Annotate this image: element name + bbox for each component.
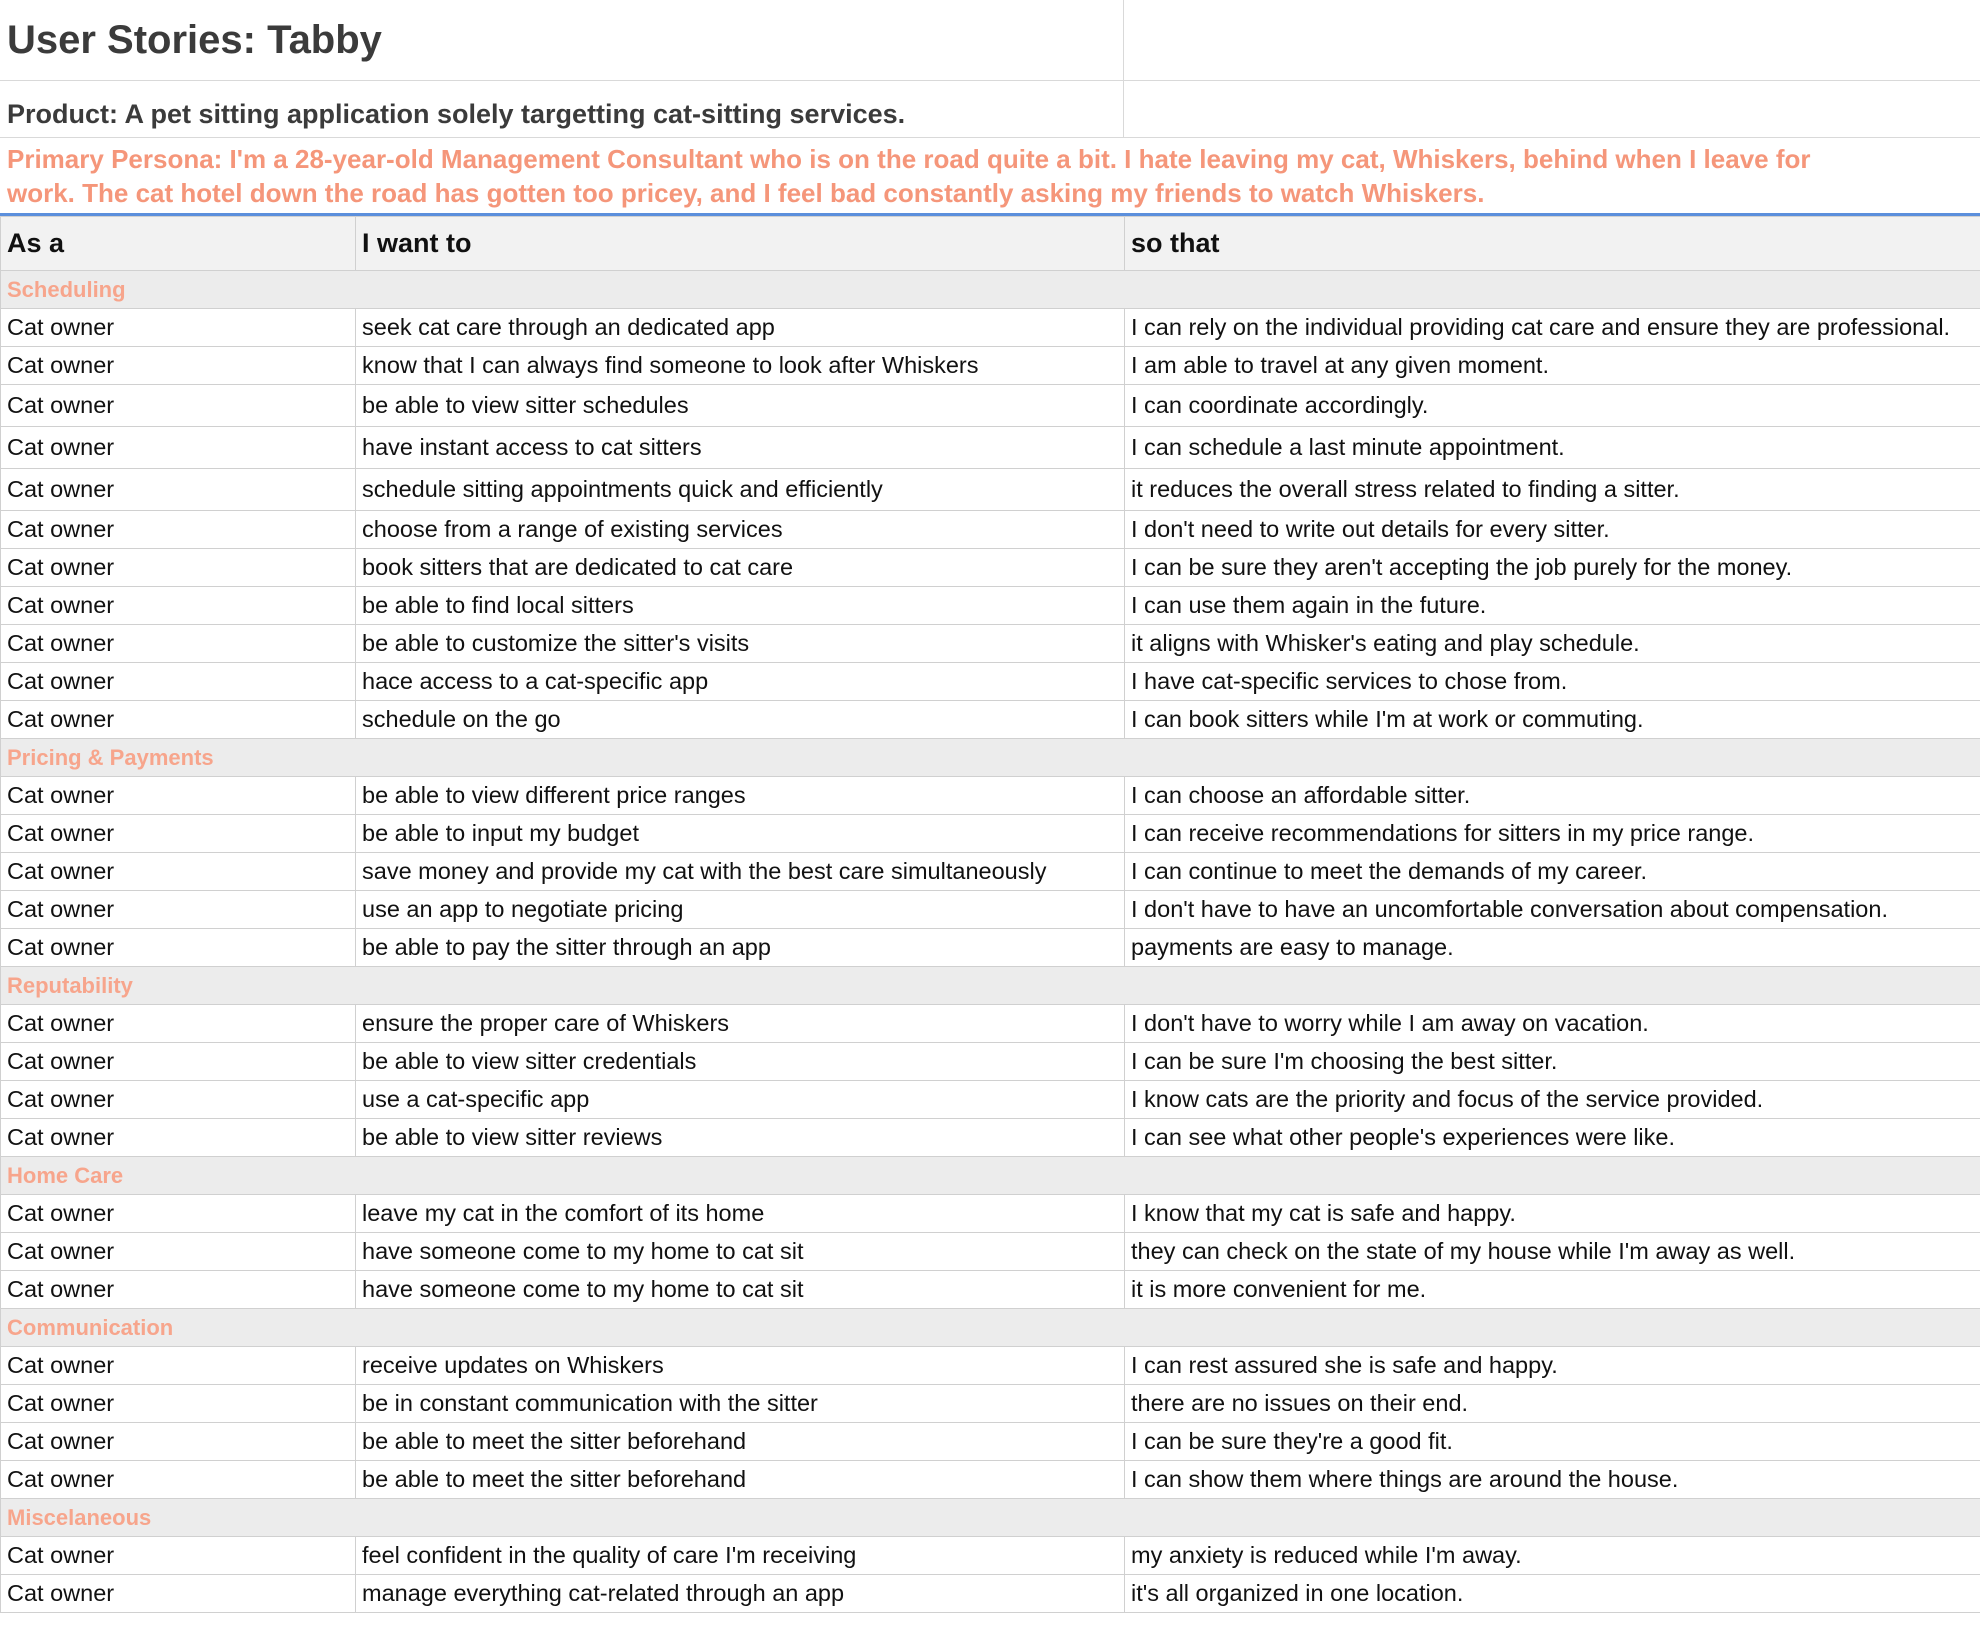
cell-want[interactable]: schedule sitting appointments quick and efficiently bbox=[356, 469, 1125, 511]
section-title[interactable]: Pricing & Payments bbox=[1, 739, 1980, 777]
table-row bbox=[1, 777, 1980, 815]
persona-line: work. The cat hotel down the road has gotten too pricey, and I feel bad constantly asking my friends to watch Whiskers. bbox=[7, 177, 1485, 208]
cell-so-that[interactable]: I can rest assured she is safe and happy. bbox=[1125, 1347, 1980, 1385]
cell-so-that[interactable]: my anxiety is reduced while I'm away. bbox=[1125, 1537, 1980, 1575]
title-row bbox=[0, 0, 1980, 81]
cell-so-that[interactable]: I can be sure they aren't accepting the job purely for the money. bbox=[1125, 549, 1980, 587]
cell-so-that[interactable]: I know that my cat is safe and happy. bbox=[1125, 1195, 1980, 1233]
cell-want[interactable]: be able to find local sitters bbox=[356, 587, 1125, 625]
cell-as-a[interactable]: Cat owner bbox=[1, 1347, 356, 1385]
section-title[interactable]: Reputability bbox=[1, 967, 1980, 1005]
table-row bbox=[1, 427, 1980, 469]
cell-want[interactable]: hace access to a cat-specific app bbox=[356, 663, 1125, 701]
cell-so-that[interactable]: it aligns with Whisker's eating and play schedule. bbox=[1125, 625, 1980, 663]
section-row bbox=[1, 967, 1980, 1005]
cell-so-that[interactable]: I don't need to write out details for every sitter. bbox=[1125, 511, 1980, 549]
empty-cell[interactable] bbox=[1124, 81, 1980, 137]
section-row bbox=[1, 1309, 1980, 1347]
cell-want[interactable]: use an app to negotiate pricing bbox=[356, 891, 1125, 929]
user-stories-table bbox=[0, 216, 1980, 1613]
cell-as-a[interactable]: Cat owner bbox=[1, 347, 356, 385]
table-row bbox=[1, 625, 1980, 663]
cell-so-that[interactable]: I can coordinate accordingly. bbox=[1125, 385, 1980, 427]
cell-want[interactable]: be in constant communication with the sitter bbox=[356, 1385, 1125, 1423]
table-row bbox=[1, 1347, 1980, 1385]
table-row bbox=[1, 891, 1980, 929]
cell-as-a[interactable]: Cat owner bbox=[1, 929, 356, 967]
primary-persona[interactable] bbox=[0, 138, 1980, 216]
cell-so-that[interactable]: I can continue to meet the demands of my career. bbox=[1125, 853, 1980, 891]
cell-so-that[interactable]: I can use them again in the future. bbox=[1125, 587, 1980, 625]
table-row bbox=[1, 1119, 1980, 1157]
table-row bbox=[1, 1195, 1980, 1233]
cell-so-that[interactable]: I can rely on the individual providing cat care and ensure they are professional. bbox=[1125, 309, 1980, 347]
cell-so-that[interactable]: they can check on the state of my house while I'm away as well. bbox=[1125, 1233, 1980, 1271]
cell-as-a[interactable]: Cat owner bbox=[1, 625, 356, 663]
cell-so-that[interactable]: I can see what other people's experiences were like. bbox=[1125, 1119, 1980, 1157]
cell-as-a[interactable]: Cat owner bbox=[1, 1271, 356, 1309]
cell-want[interactable]: know that I can always find someone to look after Whiskers bbox=[356, 347, 1125, 385]
cell-so-that[interactable]: there are no issues on their end. bbox=[1125, 1385, 1980, 1423]
cell-as-a[interactable]: Cat owner bbox=[1, 1423, 356, 1461]
cell-as-a[interactable]: Cat owner bbox=[1, 385, 356, 427]
cell-so-that[interactable]: it reduces the overall stress related to finding a sitter. bbox=[1125, 469, 1980, 511]
cell-as-a[interactable]: Cat owner bbox=[1, 1385, 356, 1423]
cell-so-that[interactable]: I can book sitters while I'm at work or commuting. bbox=[1125, 701, 1980, 739]
cell-as-a[interactable]: Cat owner bbox=[1, 1119, 356, 1157]
cell-so-that[interactable]: I can receive recommendations for sitters in my price range. bbox=[1125, 815, 1980, 853]
cell-want[interactable]: be able to view sitter reviews bbox=[356, 1119, 1125, 1157]
column-header-want[interactable]: I want to bbox=[356, 217, 1125, 271]
cell-as-a[interactable]: Cat owner bbox=[1, 1005, 356, 1043]
persona-line: Primary Persona: I'm a 28-year-old Management Consultant who is on the road quite a bit. I hate leaving my cat, Whiskers, behind when I leave for bbox=[7, 143, 1811, 174]
table-row bbox=[1, 1461, 1980, 1499]
table-row bbox=[1, 347, 1980, 385]
table-row bbox=[1, 385, 1980, 427]
table-row bbox=[1, 1043, 1980, 1081]
table-row bbox=[1, 815, 1980, 853]
cell-want[interactable]: be able to meet the sitter beforehand bbox=[356, 1461, 1125, 1499]
table-row bbox=[1, 511, 1980, 549]
cell-want[interactable]: be able to input my budget bbox=[356, 815, 1125, 853]
header-row bbox=[1, 217, 1980, 271]
cell-as-a[interactable]: Cat owner bbox=[1, 891, 356, 929]
page-title[interactable]: User Stories: Tabby bbox=[0, 0, 1124, 80]
cell-so-that[interactable]: I can schedule a last minute appointment. bbox=[1125, 427, 1980, 469]
cell-as-a[interactable]: Cat owner bbox=[1, 663, 356, 701]
table-row bbox=[1, 701, 1980, 739]
cell-as-a[interactable]: Cat owner bbox=[1, 1081, 356, 1119]
table-row bbox=[1, 853, 1980, 891]
product-row bbox=[0, 81, 1980, 138]
column-header-as-a[interactable]: As a bbox=[1, 217, 356, 271]
cell-as-a[interactable]: Cat owner bbox=[1, 815, 356, 853]
cell-so-that[interactable]: I can be sure they're a good fit. bbox=[1125, 1423, 1980, 1461]
cell-want[interactable]: be able to meet the sitter beforehand bbox=[356, 1423, 1125, 1461]
section-title[interactable]: Home Care bbox=[1, 1157, 1980, 1195]
cell-so-that[interactable]: it's all organized in one location. bbox=[1125, 1575, 1980, 1613]
cell-as-a[interactable]: Cat owner bbox=[1, 1461, 356, 1499]
cell-want[interactable]: feel confident in the quality of care I'm receiving bbox=[356, 1537, 1125, 1575]
cell-as-a[interactable]: Cat owner bbox=[1, 1043, 356, 1081]
cell-as-a[interactable]: Cat owner bbox=[1, 469, 356, 511]
cell-as-a[interactable]: Cat owner bbox=[1, 853, 356, 891]
cell-so-that[interactable]: I know cats are the priority and focus of the service provided. bbox=[1125, 1081, 1980, 1119]
cell-as-a[interactable]: Cat owner bbox=[1, 1233, 356, 1271]
cell-want[interactable]: seek cat care through an dedicated app bbox=[356, 309, 1125, 347]
cell-so-that[interactable]: I can choose an affordable sitter. bbox=[1125, 777, 1980, 815]
table-row bbox=[1, 929, 1980, 967]
table-row bbox=[1, 309, 1980, 347]
table-body bbox=[1, 217, 1980, 1613]
cell-as-a[interactable]: Cat owner bbox=[1, 701, 356, 739]
table-row bbox=[1, 1423, 1980, 1461]
cell-want[interactable]: leave my cat in the comfort of its home bbox=[356, 1195, 1125, 1233]
cell-want[interactable]: manage everything cat-related through an app bbox=[356, 1575, 1125, 1613]
section-row bbox=[1, 739, 1980, 777]
cell-so-that[interactable]: I can show them where things are around the house. bbox=[1125, 1461, 1980, 1499]
table-row bbox=[1, 549, 1980, 587]
cell-so-that[interactable]: payments are easy to manage. bbox=[1125, 929, 1980, 967]
empty-cell[interactable] bbox=[1124, 0, 1980, 80]
cell-want[interactable]: have someone come to my home to cat sit bbox=[356, 1233, 1125, 1271]
cell-as-a[interactable]: Cat owner bbox=[1, 549, 356, 587]
cell-want[interactable]: be able to view sitter schedules bbox=[356, 385, 1125, 427]
section-row bbox=[1, 1157, 1980, 1195]
table-row bbox=[1, 1005, 1980, 1043]
cell-so-that[interactable]: I am able to travel at any given moment. bbox=[1125, 347, 1980, 385]
cell-want[interactable]: be able to pay the sitter through an app bbox=[356, 929, 1125, 967]
cell-want[interactable]: ensure the proper care of Whiskers bbox=[356, 1005, 1125, 1043]
cell-so-that[interactable]: it is more convenient for me. bbox=[1125, 1271, 1980, 1309]
table-row bbox=[1, 1575, 1980, 1613]
cell-so-that[interactable]: I have cat-specific services to chose from. bbox=[1125, 663, 1980, 701]
product-description[interactable]: Product: A pet sitting application solely targetting cat-sitting services. bbox=[0, 81, 1124, 137]
cell-as-a[interactable]: Cat owner bbox=[1, 427, 356, 469]
cell-as-a[interactable]: Cat owner bbox=[1, 587, 356, 625]
cell-want[interactable]: be able to view sitter credentials bbox=[356, 1043, 1125, 1081]
cell-want[interactable]: have instant access to cat sitters bbox=[356, 427, 1125, 469]
cell-as-a[interactable]: Cat owner bbox=[1, 1195, 356, 1233]
cell-as-a[interactable]: Cat owner bbox=[1, 777, 356, 815]
cell-want[interactable]: book sitters that are dedicated to cat care bbox=[356, 549, 1125, 587]
cell-as-a[interactable]: Cat owner bbox=[1, 1575, 356, 1613]
cell-want[interactable]: use a cat-specific app bbox=[356, 1081, 1125, 1119]
table-row bbox=[1, 1271, 1980, 1309]
cell-want[interactable]: be able to customize the sitter's visits bbox=[356, 625, 1125, 663]
cell-as-a[interactable]: Cat owner bbox=[1, 511, 356, 549]
cell-want[interactable]: receive updates on Whiskers bbox=[356, 1347, 1125, 1385]
cell-as-a[interactable]: Cat owner bbox=[1, 309, 356, 347]
table-row bbox=[1, 587, 1980, 625]
cell-want[interactable]: have someone come to my home to cat sit bbox=[356, 1271, 1125, 1309]
section-row bbox=[1, 271, 1980, 309]
table-row bbox=[1, 1537, 1980, 1575]
section-title[interactable]: Communication bbox=[1, 1309, 1980, 1347]
cell-want[interactable]: be able to view different price ranges bbox=[356, 777, 1125, 815]
cell-so-that[interactable]: I don't have to have an uncomfortable conversation about compensation. bbox=[1125, 891, 1980, 929]
table-row bbox=[1, 1233, 1980, 1271]
table-row bbox=[1, 469, 1980, 511]
section-title[interactable]: Scheduling bbox=[1, 271, 1980, 309]
table-row bbox=[1, 663, 1980, 701]
cell-so-that[interactable]: I don't have to worry while I am away on vacation. bbox=[1125, 1005, 1980, 1043]
column-header-so-that[interactable]: so that bbox=[1125, 217, 1980, 271]
cell-want[interactable]: schedule on the go bbox=[356, 701, 1125, 739]
section-row bbox=[1, 1499, 1980, 1537]
persona-text bbox=[7, 142, 1811, 210]
table-row bbox=[1, 1081, 1980, 1119]
cell-so-that[interactable]: I can be sure I'm choosing the best sitter. bbox=[1125, 1043, 1980, 1081]
cell-as-a[interactable]: Cat owner bbox=[1, 1537, 356, 1575]
cell-want[interactable]: save money and provide my cat with the best care simultaneously bbox=[356, 853, 1125, 891]
section-title[interactable]: Miscelaneous bbox=[1, 1499, 1980, 1537]
table-row bbox=[1, 1385, 1980, 1423]
cell-want[interactable]: choose from a range of existing services bbox=[356, 511, 1125, 549]
